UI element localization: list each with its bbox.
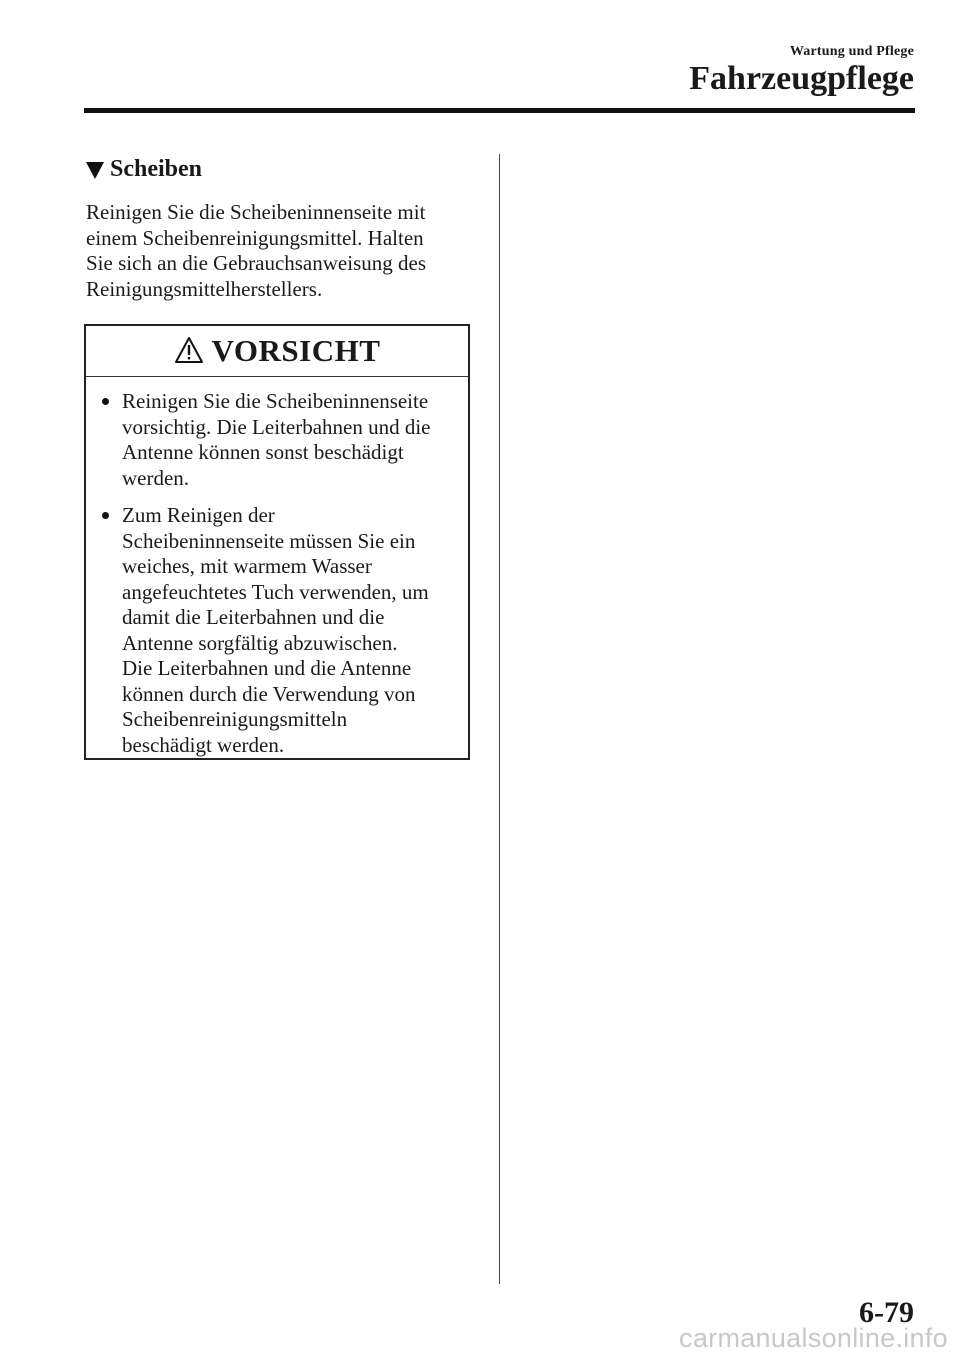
watermark-text: carmanualsonline.info (679, 1323, 948, 1353)
caution-line: Scheibeninnenseite müssen Sie ein (122, 528, 416, 553)
down-triangle-icon (86, 162, 104, 179)
caution-line: Scheibenreinigungsmitteln (122, 707, 348, 731)
caution-line: vorsichtig. Die Leiterbahnen und die (122, 414, 431, 439)
caution-line: beschädigt werden. (122, 732, 285, 757)
caution-line: können durch die Verwendung von (122, 681, 416, 706)
body-line: Sie sich an die Gebrauchsanweisung des (86, 251, 426, 275)
running-header-chapter: Fahrzeugpflege (689, 60, 914, 97)
caution-line: Antenne können sonst beschädigt (122, 440, 404, 464)
caution-list-item (100, 389, 456, 491)
body-line: einem Scheibenreinigungsmittel. Halten (86, 225, 424, 250)
running-header-section: Wartung und Pflege (789, 44, 914, 59)
warning-triangle-icon (174, 336, 204, 364)
bullet-icon (102, 398, 109, 405)
page-number: 6-79 (859, 1296, 914, 1329)
caution-line: Antenne sorgfältig abzuwischen. (122, 630, 398, 655)
bullet-icon (102, 512, 109, 519)
caution-line: weiches, mit warmem Wasser (122, 554, 372, 578)
caution-line: damit die Leiterbahnen und die (122, 605, 385, 629)
caution-box (84, 324, 470, 760)
caution-title: VORSICHT (211, 333, 381, 368)
body-line: Reinigungsmittelherstellers. (86, 276, 323, 301)
caution-line: Reinigen Sie die Scheibeninnenseite (122, 389, 429, 413)
section-heading-text: Scheiben (110, 156, 203, 182)
section-body-text (86, 200, 481, 302)
column-divider (499, 154, 500, 1284)
caution-line: Die Leiterbahnen und die Antenne (122, 656, 412, 680)
caution-list (86, 377, 468, 758)
caution-list-item (100, 503, 456, 758)
header-rule (84, 108, 915, 113)
caution-line: werden. (122, 465, 190, 490)
caution-header (86, 326, 468, 377)
caution-line: angefeuchtetes Tuch verwenden, um (122, 579, 429, 604)
body-line: Reinigen Sie die Scheibeninnenseite mit (86, 200, 426, 224)
caution-line: Zum Reinigen der (122, 503, 275, 527)
section-heading (86, 156, 202, 183)
